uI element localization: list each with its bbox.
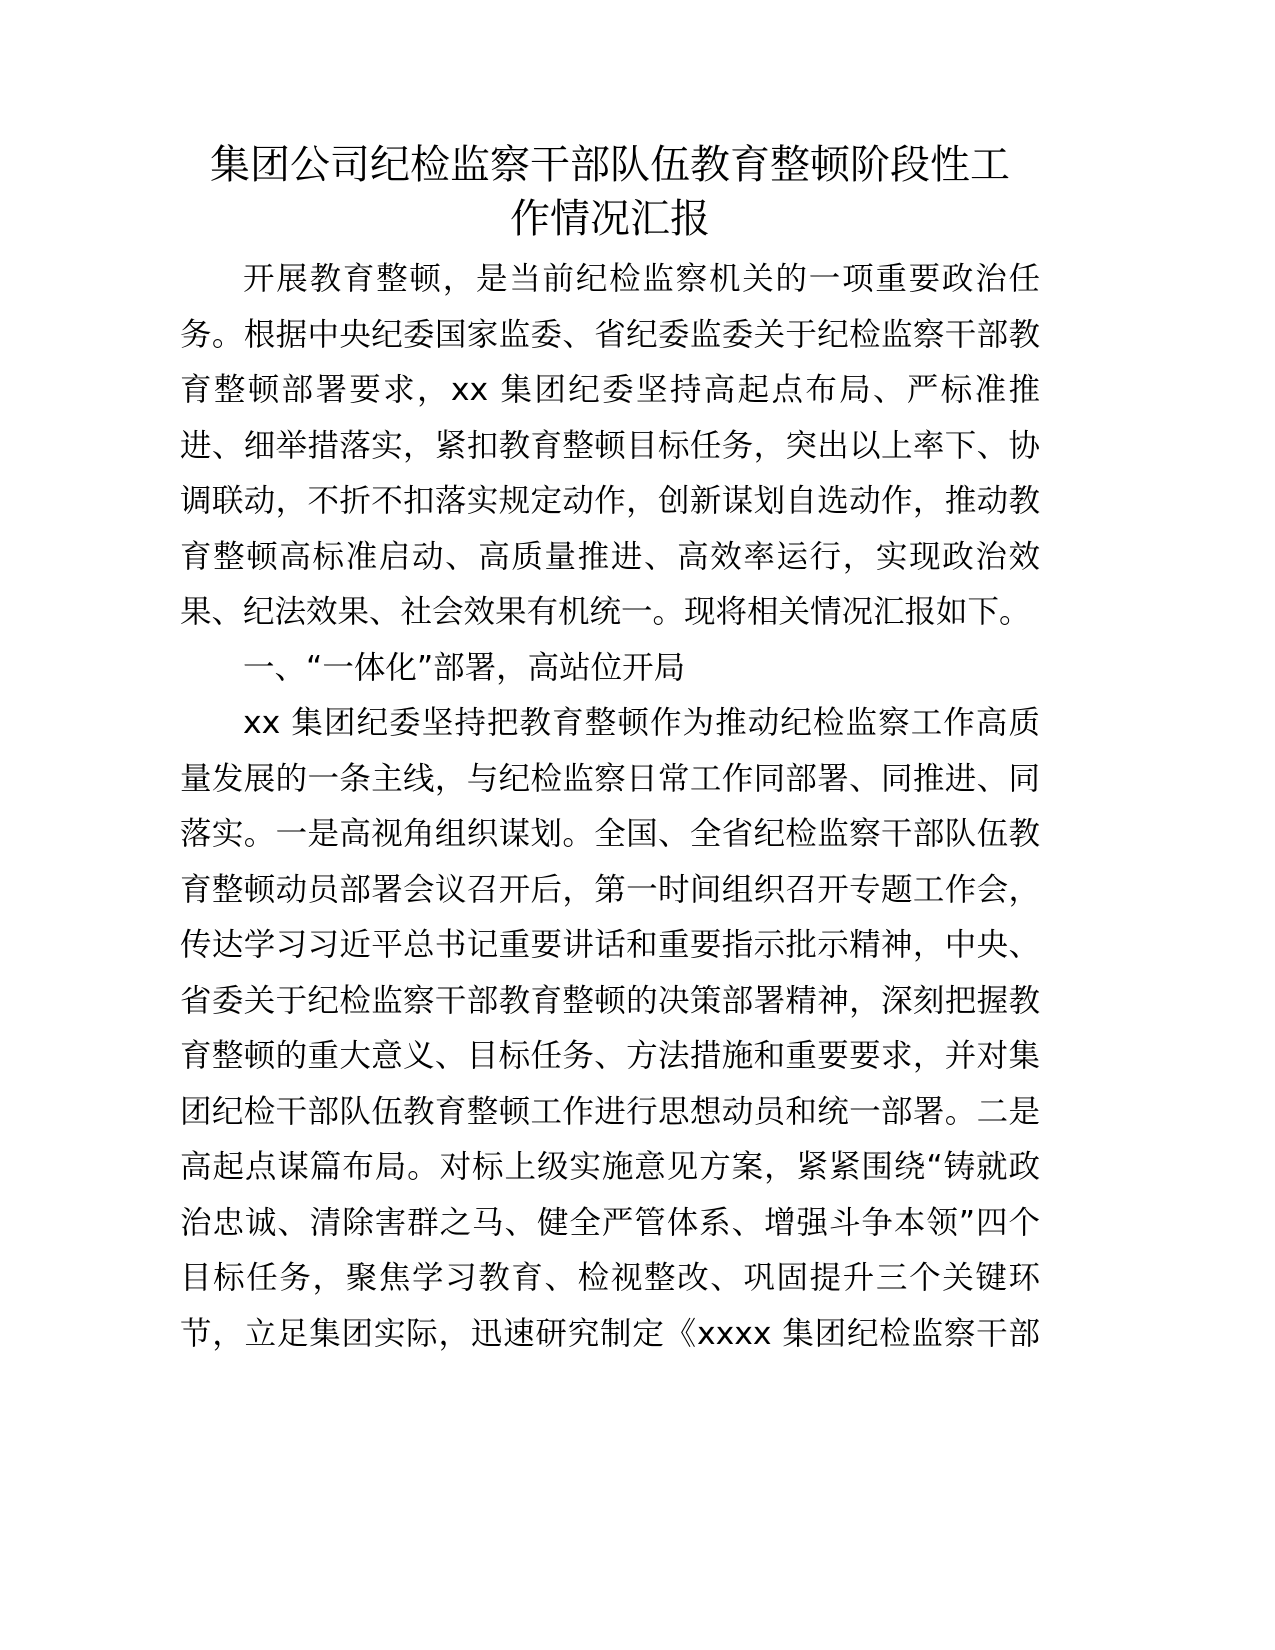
title-line-2: 作情况汇报 — [510, 196, 710, 242]
paragraph-line: 育整顿高标准启动、高质量推进、高效率运行，实现政治效 — [180, 538, 1040, 575]
paragraph-line: 育整顿动员部署会议召开后，第一时间组织召开专题工作会， — [180, 871, 1040, 908]
paragraph-line: 落实。一是高视角组织谋划。全国、全省纪检监察干部队伍教 — [180, 816, 1040, 852]
paragraph-line: 省委关于纪检监察干部教育整顿的决策部署精神，深刻把握教 — [180, 982, 1040, 1019]
intro-paragraph — [180, 252, 1040, 641]
paragraph-line: 治忠诚、清除害群之马、健全严管体系、增强斗争本领”四个 — [180, 1204, 1040, 1241]
paragraph-line: 团纪检干部队伍教育整顿工作进行思想动员和统一部署。二是 — [180, 1093, 1040, 1130]
paragraph-line: 果、纪法效果、社会效果有机统一。现将相关情况汇报如下。 — [180, 594, 1031, 630]
section-1-paragraph — [180, 696, 1040, 1362]
title-line-1: 集团公司纪检监察干部队伍教育整顿阶段性工 — [210, 142, 1010, 188]
document-title — [180, 138, 1040, 246]
paragraph-line: 调联动，不折不扣落实规定动作，创新谋划自选动作，推动教 — [180, 483, 1040, 519]
paragraph-line: xx 集团纪委坚持把教育整顿作为推动纪检监察工作高质 — [243, 705, 1040, 741]
paragraph-line: 开展教育整顿，是当前纪检监察机关的一项重要政治任 — [243, 261, 1040, 297]
paragraph-line: 量发展的一条主线，与纪检监察日常工作同部署、同推进、同 — [180, 760, 1040, 797]
paragraph-line: 高起点谋篇布局。对标上级实施意见方案，紧紧围绕“铸就政 — [180, 1149, 1040, 1185]
paragraph-line: 进、细举措落实，紧扣教育整顿目标任务，突出以上率下、协 — [180, 427, 1040, 464]
paragraph-line: 育整顿的重大意义、目标任务、方法措施和重要要求，并对集 — [180, 1038, 1040, 1074]
paragraph-line: 节，立足集团实际，迅速研究制定《xxxx 集团纪检监察干部 — [180, 1315, 1040, 1352]
paragraph-line: 育整顿部署要求，xx 集团纪委坚持高起点布局、严标准推 — [180, 372, 1040, 408]
section-heading-1: 一、“一体化”部署，高站位开局 — [243, 649, 686, 686]
document-page — [180, 138, 1040, 1362]
paragraph-line: 目标任务，聚焦学习教育、检视整改、巩固提升三个关键环 — [180, 1260, 1040, 1296]
paragraph-line: 传达学习习近平总书记重要讲话和重要指示批示精神，中央、 — [180, 927, 1040, 963]
paragraph-line: 务。根据中央纪委国家监委、省纪委监委关于纪检监察干部教 — [180, 316, 1040, 353]
